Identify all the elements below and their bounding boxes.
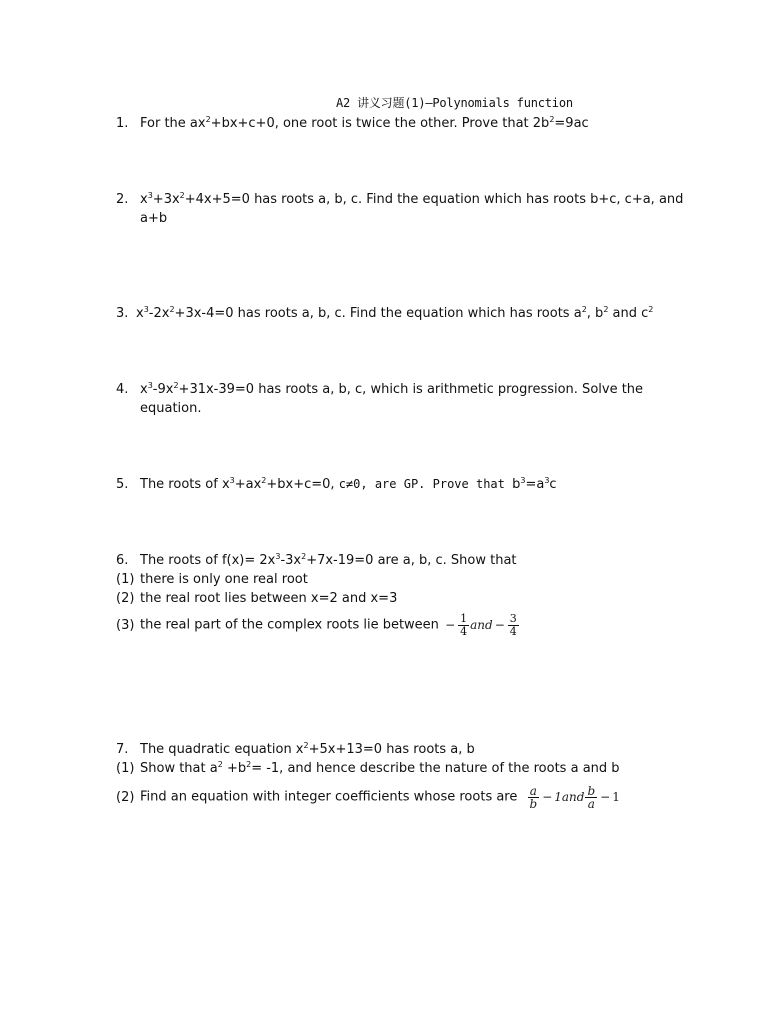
fraction-three-quarters: $\frac{3}{4}$ [509,611,517,638]
question-6-part-3: (3) the real part of the complex roots lie between − $\frac{1}{4}$ and − $\frac{3}{4}$ [116,611,517,638]
fraction-b-over-a: $\frac{b}{a}$ [587,783,596,811]
question-1: 1. For the $ax^2+bx+c+0$, one root is twice the other. Prove that $2b^2=9ac$ [116,115,589,131]
question-7-part-1: (1) Show that $a^2 +b^2= -1$, and hence describe the nature of the roots a and b [116,760,620,776]
question-7: 7. The quadratic equation $x^2+5x+13=0$ has roots a, b [116,741,475,757]
question-3: 3. $x^3-2x^2+3x-4=0$ has roots a, b, c. Find the equation which has roots $a^2$, $b^2$ and $c^2$ [116,305,654,321]
question-7-part-2: (2) Find an equation with integer coefficients whose roots are $\frac{a}{b}$ − 1and $\frac{b}{a}$ − 1 [116,783,620,811]
question-6-part-1: (1) there is only one real root [116,572,308,587]
question-4: 4. $x^3-9x^2+31x-39=0$ has roots a, b, c, which is arithmetic progression. Solve the equation. [116,381,644,416]
question-2: 2. $x^3+3x^2+4x+5=0$ has roots a, b, c. Find the equation which has roots b+c, c+a, and a+b [116,191,684,226]
page-title: A2 讲义习题(1)—Polynomials function [336,96,573,110]
question-6: 6. The roots of $f(x)= 2x^3-3x^2+7x-19=0$ are a, b, c. Show that [116,552,517,568]
question-6-part-2: (2) the real root lies between x=2 and x=3 [116,591,398,606]
fraction-a-over-b: $\frac{a}{b}$ [529,783,538,811]
question-5: 5. The roots of $x^3+ax^2+bx+c=0$, c≠0, are GP. Prove that $b^3=a^3c$ [116,476,557,492]
fraction-one-quarter: $\frac{1}{4}$ [460,611,468,638]
